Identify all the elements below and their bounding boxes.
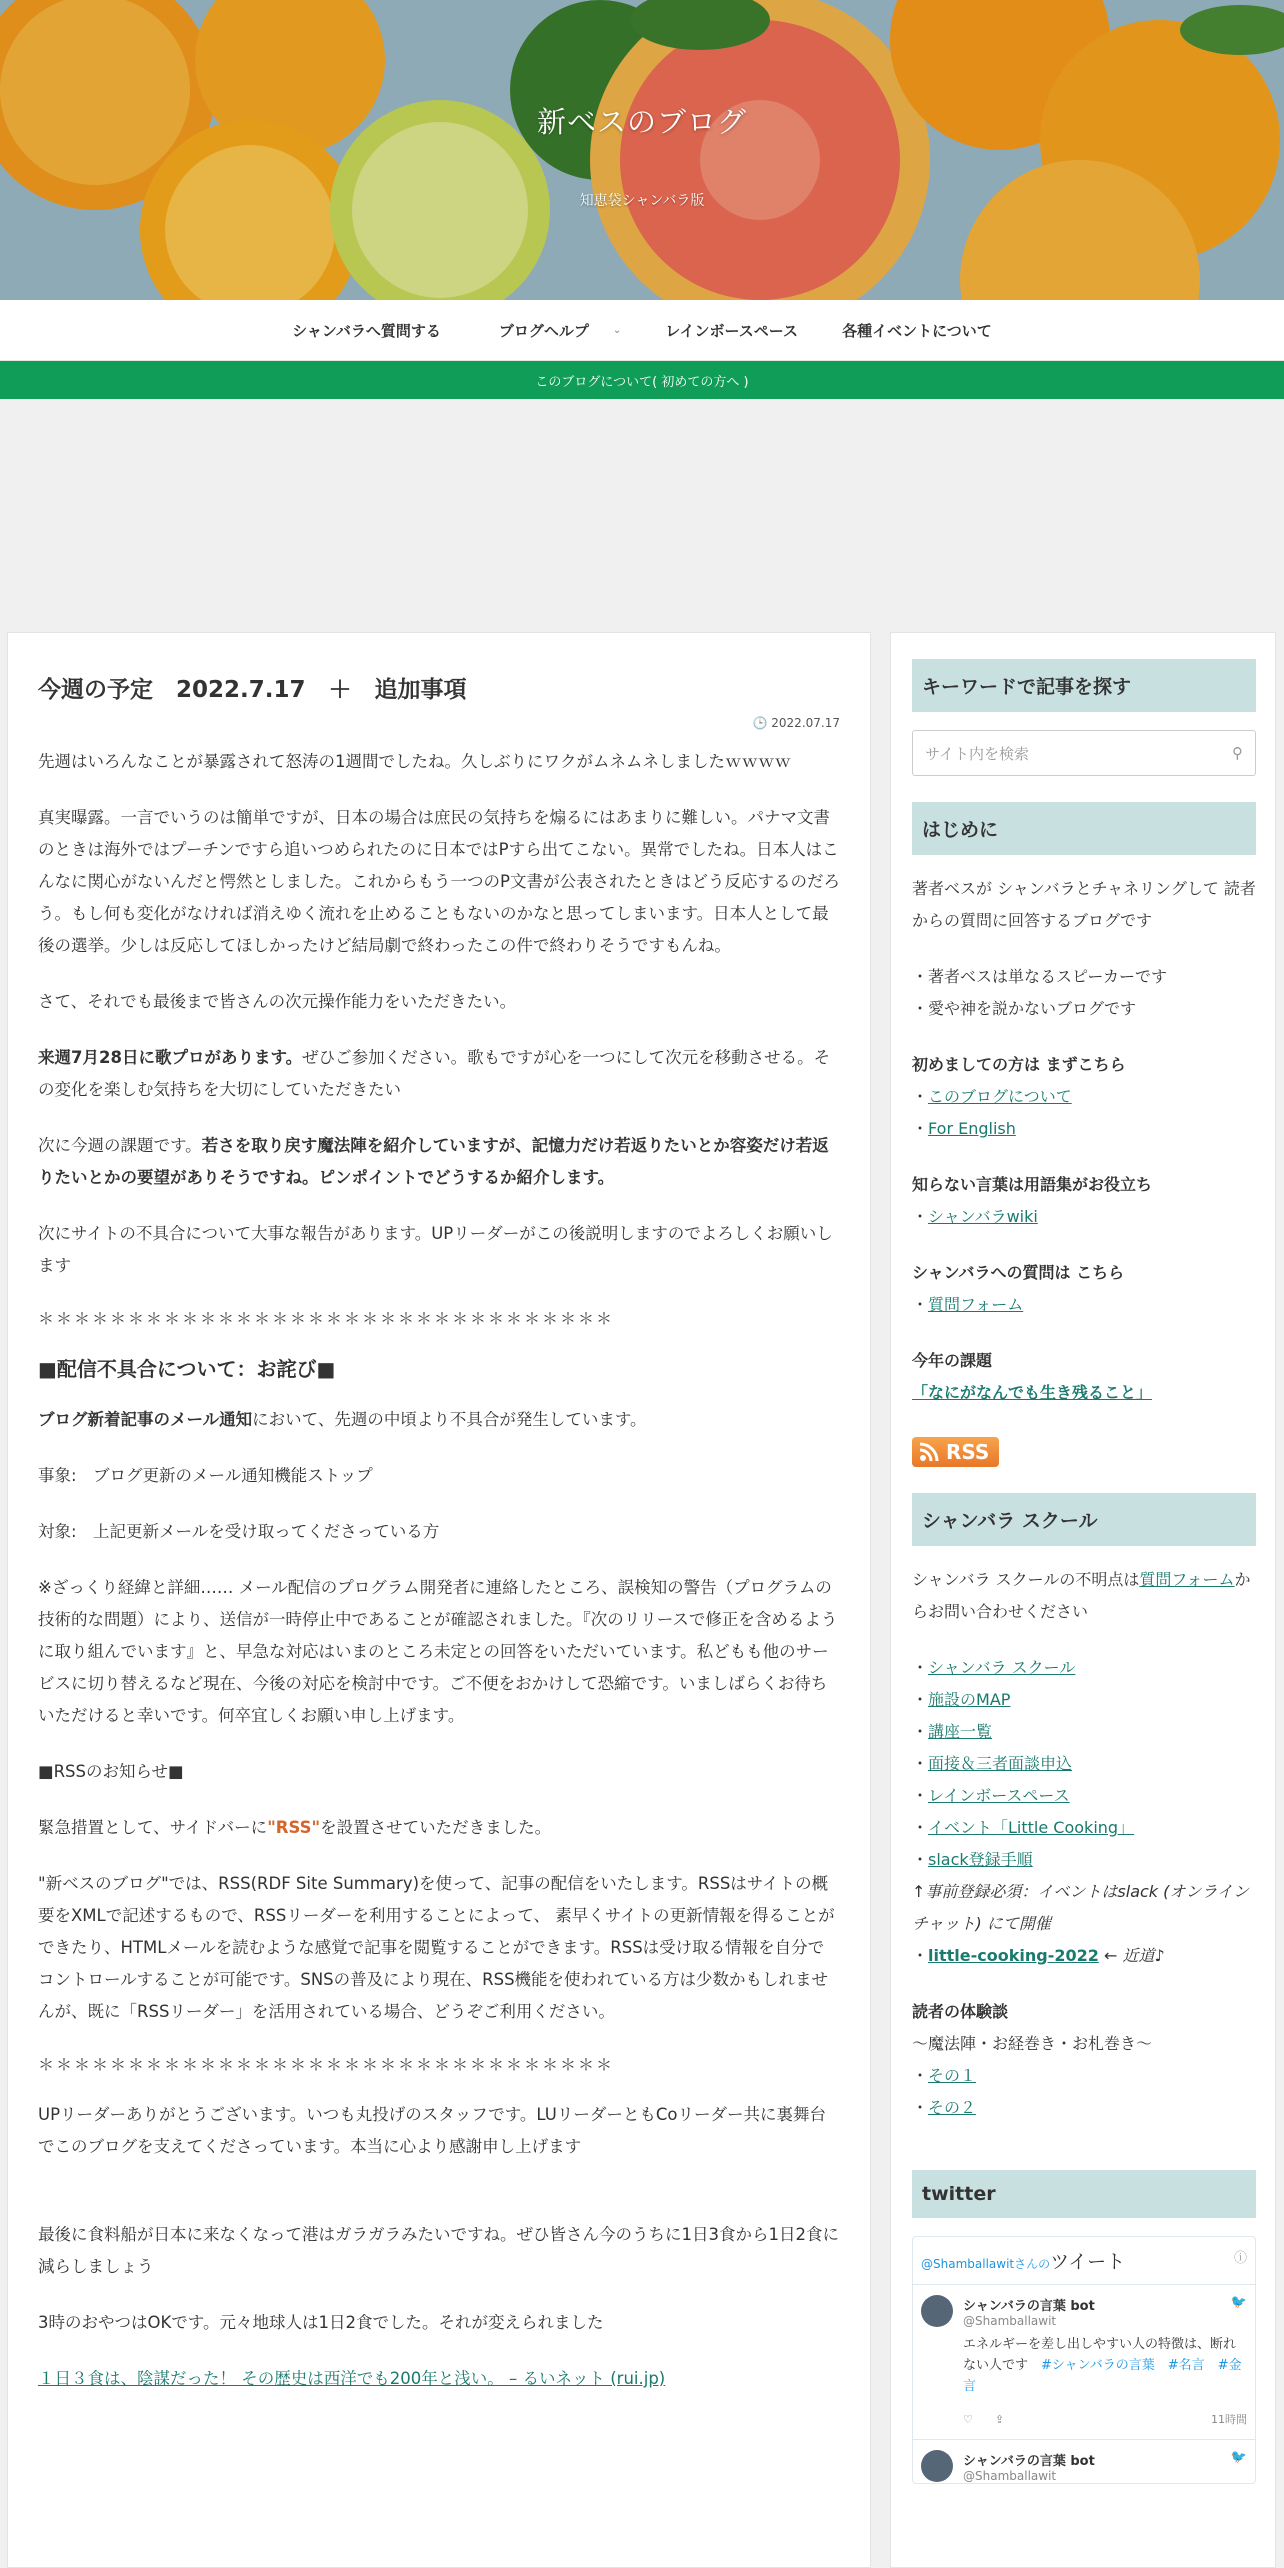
paragraph: [38, 1042, 840, 1106]
spacer: [912, 1145, 1256, 1169]
sidebar: [890, 632, 1276, 2568]
clock-icon: 🕒: [752, 716, 768, 730]
divider-stars: ＊＊＊＊＊＊＊＊＊＊＊＊＊＊＊＊＊＊＊＊＊＊＊＊＊＊＊＊＊＊＊＊: [38, 2055, 615, 2074]
tweet-name[interactable]: シャンバラの言葉 bot: [963, 2454, 1095, 2469]
nav-label: シャンバラへ質問する: [292, 321, 441, 340]
school-text: [912, 1564, 1256, 1628]
glossary-heading: 知らない言葉は用語集がお役立ち: [912, 1175, 1153, 1194]
list-item: ・シャンバラwiki: [912, 1207, 1038, 1226]
bird-icon: 🐦: [1230, 2295, 1247, 2310]
post-date-value: 2022.07.17: [771, 716, 840, 730]
tweet-name[interactable]: シャンバラの言葉 bot: [963, 2299, 1095, 2314]
tweet[interactable]: [913, 2285, 1255, 2440]
spacer: [912, 1233, 1256, 1257]
spacer: [912, 1025, 1256, 1049]
shortcut-note: ← 近道♪: [1103, 1946, 1165, 1965]
nav-item-help[interactable]: [463, 320, 643, 341]
header-banner: [0, 0, 1284, 300]
paragraph: [38, 2363, 840, 2395]
nav-label: 各種イベントについて: [842, 321, 992, 340]
notice-bar[interactable]: [0, 361, 1284, 399]
theme-heading: 今年の課題: [912, 1351, 993, 1370]
timeline-header: [913, 2237, 1255, 2285]
divider-stars: ＊＊＊＊＊＊＊＊＊＊＊＊＊＊＊＊＊＊＊＊＊＊＊＊＊＊＊＊＊＊＊＊: [38, 1309, 615, 1328]
text: において、先週の中頃より不具合が発生しています。: [252, 1410, 647, 1429]
list-item: ・イベント「Little Cooking」: [912, 1818, 1135, 1837]
bold-text: 来週7月28日に歌プロがあります。: [38, 1048, 303, 1067]
tweet-author: [963, 2450, 1095, 2483]
hashtags[interactable]: #シャンバラの言葉 #名言 #金言: [963, 2358, 1242, 2394]
paragraph: 次にサイトの不具合について大事な報告があります。UPリーダーがこの後説明しますのでよろしくお願いします: [38, 1224, 833, 1275]
search-input[interactable]: [912, 730, 1256, 776]
question-form-link[interactable]: 質問フォーム: [928, 1295, 1024, 1314]
notice-label: このブログについて( 初めての方へ ): [535, 374, 749, 390]
external-link[interactable]: １日３食は、陰謀だった！ その歴史は西洋でも200年と浅い。 – るいネット (rui.jp): [38, 2369, 666, 2388]
courses-link[interactable]: 講座一覧: [928, 1722, 993, 1741]
spacer: [912, 1972, 1256, 1996]
paragraph: [38, 1812, 840, 1844]
intro-bullet: ・著者ベスは単なるスピーカーです: [912, 967, 1168, 986]
spacer: [38, 2187, 840, 2219]
list-item: ・For English: [912, 1119, 1016, 1138]
post-title: 今週の予定 2022.7.17 ＋ 追加事項: [38, 677, 467, 703]
list-item: ・シャンバラ スクール: [912, 1658, 1076, 1677]
about-link[interactable]: このブログについて: [928, 1087, 1072, 1106]
list-item: ・講座一覧: [912, 1722, 993, 1741]
list-item: ・その２: [912, 2098, 977, 2117]
tweet-text: [963, 2334, 1247, 2397]
paragraph: さて、それでも最後まで皆さんの次元操作能力をいただきたい。: [38, 992, 517, 1011]
rainbow-link[interactable]: レインボースペース: [928, 1786, 1070, 1805]
slack-link[interactable]: slack登録手順: [928, 1850, 1033, 1869]
rss-button[interactable]: [912, 1437, 999, 1467]
school-note: ↑事前登録必須：イベントはslack (オンラインチャット) にて開催: [912, 1882, 1249, 1933]
site-title[interactable]: 新ベスのブログ: [536, 105, 747, 139]
list-item: ・その１: [912, 2066, 977, 2085]
section-heading: ■配信不具合について：お詫び■: [38, 1357, 336, 1381]
exp-link-2[interactable]: その２: [928, 2098, 977, 2117]
post-date: [38, 716, 840, 730]
text: からお問い合わせください: [912, 1570, 1251, 1621]
tweet-body: [963, 2295, 1247, 2439]
tweet-header: [963, 2450, 1247, 2483]
paragraph: UPリーダーありがとうございます。いつも丸投げのスタッフです。LUリーダーともCoリーダー共に裏舞台でこのブログを支えてくださっています。本当に心より感謝申し上げます: [38, 2105, 826, 2156]
bold-text: ブログ新着記事のメール通知: [38, 1410, 253, 1429]
twitter-heading: twitter: [912, 2170, 1256, 2218]
handle-link[interactable]: @Shamballawitさんの: [921, 2257, 1051, 2271]
text: ぜひご参加ください。歌もですが心を一つにして次元を移動させる。その変化を楽しむ気持ちを大切にしていただきたい: [38, 1048, 831, 1099]
spacer: [912, 2124, 1256, 2170]
paragraph: ※ざっくり経緯と詳細…… メール配信のプログラム開発者に連絡したところ、誤検知の警告（プログラムの技術的な問題）により、送信が一時停止中であることが確認されました。『次のリリースで修正を含めるように取り組んでいます』と、早急な対応はいまのところ未定との回答をいただいています。私どもも他のサービスに切り替えるなど現在、今後の対応を検討中です。ご不便をおかけして恐縮です。いましばらくお待ちいただけると幸いです。何卒宜しくお願い申し上げます。: [38, 1578, 838, 1725]
rss-icon: [918, 1441, 940, 1463]
list-item: [912, 1377, 1256, 1409]
intro-text: 著者ベスが シャンバラとチャネリングして 読者からの質問に回答するブログです: [912, 879, 1256, 930]
paragraph: 3時のおやつはOKです。元々地球人は1日2食でした。それが変えられました: [38, 2313, 604, 2332]
search-placeholder: サイト内を検索: [925, 744, 1029, 763]
cooking-link[interactable]: イベント「Little Cooking」: [928, 1818, 1135, 1837]
text: シャンバラ スクールの不明点は: [912, 1570, 1140, 1589]
list-item: ・slack登録手順: [912, 1850, 1033, 1869]
twitter-timeline: [912, 2236, 1256, 2484]
map-link[interactable]: 施設のMAP: [928, 1690, 1011, 1709]
nav-label: レインボースペース: [665, 321, 799, 340]
tweet-actions: [963, 2411, 1004, 2427]
tweets-label: ツイート: [1050, 2251, 1126, 2273]
chevron-down-icon: ⌄: [612, 324, 622, 336]
tweet-body: [963, 2450, 1247, 2483]
spacer: [912, 1628, 1256, 1652]
paragraph: 事象: ブログ更新のメール通知機能ストップ: [38, 1466, 373, 1485]
intro-bullet: ・愛や神を説かないブログです: [912, 999, 1137, 1018]
first-heading: 初めましての方は まずこちら: [912, 1055, 1126, 1074]
spacer: [912, 1409, 1256, 1433]
tweet-author: [963, 2295, 1095, 2328]
list-item: ・面接＆三者面談申込: [912, 1754, 1073, 1773]
bird-icon: 🐦: [1230, 2450, 1247, 2465]
text: を設置させていただきました。: [320, 1818, 552, 1837]
tweet-header: [963, 2295, 1247, 2328]
nav-item-ask[interactable]: [270, 320, 463, 341]
list-item: ・このブログについて: [912, 1087, 1072, 1106]
nav-item-events[interactable]: [820, 320, 1014, 341]
tweet-handle[interactable]: @Shamballawit: [963, 2469, 1057, 2483]
text: 緊急措置として、サイドバーに: [38, 1818, 268, 1837]
text: 次に今週の課題です。: [38, 1136, 202, 1155]
paragraph: 真実曝露。一言でいうのは簡単ですが、日本の場合は庶民の気持ちを煽るにはあまりに難しい。パナマ文書のときは海外ではプーチンですら追いつめられたのに日本ではPすら出てこない。異常でしたね。日本人はこんなに関心がないんだと愕然としました。これからもう一つのP文書が公表されたときはどう反応するのだろう。もし何も変化がなければ消えゆく流れを止めることもないのかなと思ってしまいます。日本人として最後の選挙。少しは反応してほしかったけど結局劇で終わったこの件で終わりそうですもんね。: [38, 808, 840, 955]
ad-space: [0, 399, 1284, 631]
site-tagline: 知恵袋シャンバラ版: [579, 193, 705, 209]
english-link[interactable]: For English: [928, 1119, 1016, 1138]
tweet[interactable]: [913, 2440, 1255, 2483]
avatar[interactable]: [921, 2295, 953, 2327]
school-question-link[interactable]: 質問フォーム: [1139, 1570, 1235, 1589]
paragraph: [38, 1130, 840, 1194]
nav-item-rainbow[interactable]: [643, 320, 820, 341]
paragraph: 対象: 上記更新メールを受け取ってくださっている方: [38, 1522, 440, 1541]
rss-text: "RSS": [267, 1818, 321, 1837]
search-heading: キーワードで記事を探す: [912, 659, 1256, 712]
rss-label: RSS: [946, 1440, 990, 1464]
avatar[interactable]: [921, 2450, 953, 2482]
bold-text: 若さを取り戻す魔法陣を紹介していますが、記憶力だけ若返りたいとか容姿だけ若返りたいとかの要望がありそうですね。ピンポイントでどうするか紹介します。: [38, 1136, 829, 1187]
wiki-link[interactable]: シャンバラwiki: [928, 1207, 1038, 1226]
info-icon[interactable]: ⓘ: [1233, 2251, 1247, 2266]
school-heading: シャンバラ スクール: [912, 1493, 1256, 1546]
timeline-title: [921, 2247, 1125, 2274]
theme-link[interactable]: 「なにがなんでも生き残ること」: [912, 1383, 1153, 1402]
interview-link[interactable]: 面接＆三者面談申込: [928, 1754, 1073, 1773]
list-item: ・レインボースペース: [912, 1786, 1070, 1805]
tweet-handle[interactable]: @Shamballawit: [963, 2314, 1057, 2328]
spacer: [912, 937, 1256, 961]
article: [7, 632, 871, 2568]
list-item: ・little-cooking-2022 ← 近道♪: [912, 1946, 1165, 1965]
paragraph: 最後に食料船が日本に来なくなって港はガラガラみたいですね。ぜひ皆さん今のうちに1日3食から1日2食に減らしましょう: [38, 2225, 839, 2276]
spacer: [912, 1321, 1256, 1345]
citrus-banner-image: [0, 0, 1284, 300]
global-nav: [0, 300, 1284, 361]
tweet-footer: [963, 2411, 1247, 2427]
little-cooking-link[interactable]: little-cooking-2022: [928, 1946, 1099, 1965]
paragraph: [38, 1404, 840, 1436]
exp-link-1[interactable]: その１: [928, 2066, 977, 2085]
list-item: ・質問フォーム: [912, 1295, 1024, 1314]
school-link[interactable]: シャンバラ スクール: [928, 1658, 1076, 1677]
search-icon[interactable]: ⚲: [1232, 744, 1243, 762]
question-heading: シャンバラへの質問は こちら: [912, 1263, 1125, 1282]
heart-icon[interactable]: ♡: [963, 2413, 973, 2426]
share-icon[interactable]: ⇪: [994, 2413, 1005, 2426]
paragraph: "新ベスのブログ"では、RSS(RDF Site Summary)を使って、記事の配信をいたします。RSSはサイトの概要をXMLで記述するもので、RSSリーダーを利用することによって、 素早くサイトの更新情報を得ることができたり、HTMLメールを読むような感覚で記事を閲覧することができます。RSSは受け取る情報を自分でコントロールすることが可能です。SNSの普及により現在、RSS機能を使われている方は少数かもしれませんが、既に「RSSリーダー」を活用されている場合、どうぞご利用ください。: [38, 1874, 835, 2021]
intro-heading: はじめに: [912, 802, 1256, 855]
paragraph: 先週はいろんなことが暴露されて怒涛の1週間でしたね。久しぶりにワクがムネムネしましたｗｗｗｗ: [38, 752, 791, 771]
text: エネルギーを差し出しやすい人の特徴は、断れない人です: [963, 2337, 1237, 2373]
nav-label: ブログヘルプ: [498, 321, 589, 340]
exp-sub: 〜魔法陣・お経巻き・お札巻き〜: [912, 2034, 1153, 2053]
exp-heading: 読者の体験談: [912, 2002, 1009, 2021]
tweet-time[interactable]: 11時間: [1211, 2413, 1247, 2426]
paragraph: ■RSSのお知らせ■: [38, 1762, 184, 1781]
list-item: ・施設のMAP: [912, 1690, 1011, 1709]
